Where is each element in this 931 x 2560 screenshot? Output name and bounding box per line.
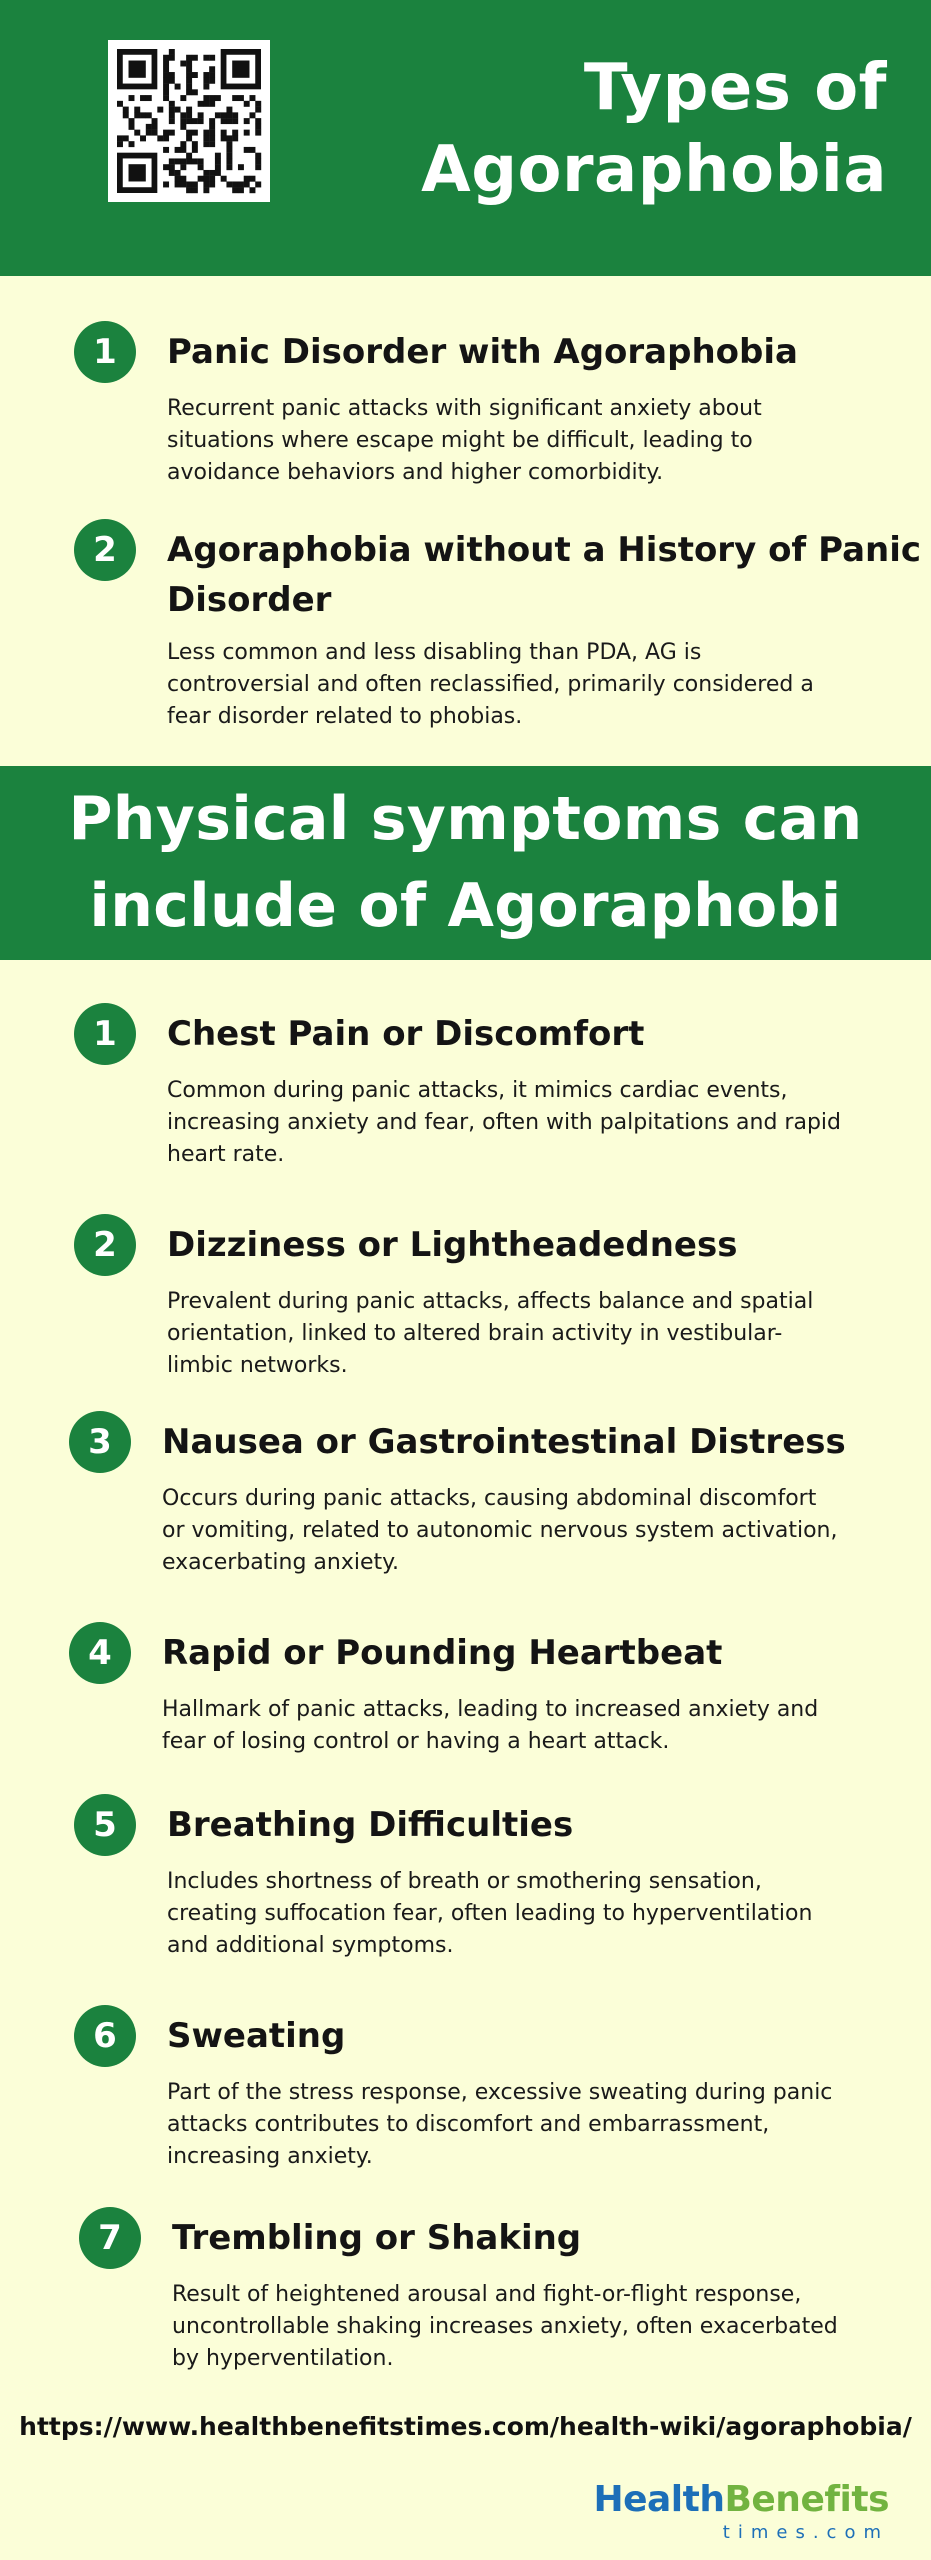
item-title: Nausea or Gastrointestinal Distress	[162, 1422, 846, 1462]
section-title	[0, 766, 931, 950]
item-title	[167, 525, 931, 625]
item-description	[167, 1286, 847, 1382]
desc-line: increasing anxiety.	[167, 2144, 373, 2169]
item-description	[167, 1075, 847, 1171]
desc-line: situations where escape might be difficult, leading to	[167, 428, 753, 453]
number-badge: 1	[74, 321, 136, 383]
desc-line: fear of losing control or having a heart attack.	[162, 1729, 670, 1754]
desc-line: Hallmark of panic attacks, leading to increased anxiety and	[162, 1697, 819, 1722]
item-description	[172, 2279, 852, 2375]
number-badge: 2	[74, 1214, 136, 1276]
number-badge: 2	[74, 519, 136, 581]
desc-line: Part of the stress response, excessive sweating during panic	[167, 2080, 833, 2105]
hero-banner	[0, 0, 931, 276]
number-badge: 7	[79, 2207, 141, 2269]
desc-line: Prevalent during panic attacks, affects balance and spatial	[167, 1289, 814, 1314]
desc-line: attacks contributes to discomfort and embarrassment,	[167, 2112, 770, 2137]
item-description	[162, 1483, 862, 1579]
number-badge: 5	[74, 1794, 136, 1856]
item-title: Dizziness or Lightheadedness	[167, 1225, 738, 1265]
desc-line: controversial and often reclassified, primarily considered a	[167, 672, 814, 697]
item-description	[167, 393, 847, 489]
item-title: Breathing Difficulties	[167, 1805, 574, 1845]
item-title: Chest Pain or Discomfort	[167, 1014, 645, 1054]
desc-line: exacerbating anxiety.	[162, 1550, 400, 1575]
item-description	[167, 637, 847, 733]
source-url: https://www.healthbenefitstimes.com/health-wiki/agoraphobia/	[19, 2412, 912, 2441]
logo-wordmark	[593, 2480, 889, 2520]
brand-logo	[593, 2480, 889, 2544]
title-line-2: Agoraphobia	[421, 132, 887, 207]
desc-line: and additional symptoms.	[167, 1933, 454, 1958]
desc-line: or vomiting, related to autonomic nervous system activation,	[162, 1518, 838, 1543]
desc-line: Occurs during panic attacks, causing abdominal discomfort	[162, 1486, 817, 1511]
desc-line: Common during panic attacks, it mimics cardiac events,	[167, 1078, 788, 1103]
section-title-line-2: include of Agoraphobi	[89, 871, 842, 941]
desc-line: limbic networks.	[167, 1353, 348, 1378]
desc-line: Recurrent panic attacks with significant anxiety about	[167, 396, 762, 421]
number-badge: 6	[74, 2005, 136, 2067]
desc-line: heart rate.	[167, 1142, 285, 1167]
section-title-line-1: Physical symptoms can	[68, 784, 863, 854]
item-title: Panic Disorder with Agoraphobia	[167, 332, 798, 372]
desc-line: increasing anxiety and fear, often with palpitations and rapid	[167, 1110, 841, 1135]
item-description	[162, 1694, 842, 1758]
desc-line: Result of heightened arousal and fight-or-flight response,	[172, 2282, 802, 2307]
desc-line: by hyperventilation.	[172, 2346, 394, 2371]
desc-line: creating suffocation fear, often leading to hyperventilation	[167, 1901, 813, 1926]
page-title	[421, 48, 887, 212]
title-line-1: Types of	[583, 51, 887, 125]
item-description	[167, 2077, 847, 2173]
logo-subtitle: times.com	[722, 2522, 889, 2543]
desc-line: Includes shortness of breath or smothering sensation,	[167, 1869, 762, 1894]
desc-line: uncontrollable shaking increases anxiety, often exacerbated	[172, 2314, 838, 2339]
title-line: Agoraphobia without a History of Panic	[167, 530, 922, 570]
desc-line: fear disorder related to phobias.	[167, 704, 523, 729]
item-description	[167, 1866, 847, 1962]
logo-health-text: Health	[593, 2479, 725, 2520]
symptoms-banner	[0, 766, 931, 960]
desc-line: avoidance behaviors and higher comorbidity.	[167, 460, 664, 485]
item-title: Trembling or Shaking	[172, 2218, 582, 2258]
item-title: Rapid or Pounding Heartbeat	[162, 1633, 723, 1673]
number-badge: 1	[74, 1003, 136, 1065]
title-line: Disorder	[167, 580, 332, 620]
desc-line: orientation, linked to altered brain activity in vestibular-	[167, 1321, 783, 1346]
qr-code-icon	[108, 40, 270, 202]
item-title: Sweating	[167, 2016, 346, 2056]
logo-benefits-text: Benefits	[724, 2479, 889, 2520]
desc-line: Less common and less disabling than PDA, AG is	[167, 640, 702, 665]
number-badge: 4	[69, 1622, 131, 1684]
number-badge: 3	[69, 1411, 131, 1473]
